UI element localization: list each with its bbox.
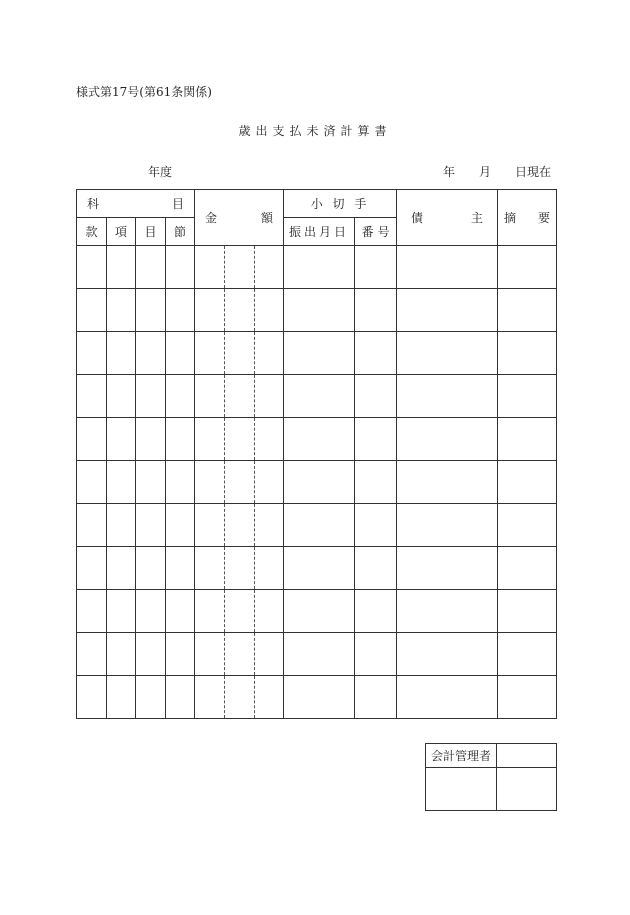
cell-setsu[interactable]: [166, 418, 195, 461]
cell-creditor[interactable]: [397, 375, 498, 418]
cell-amount[interactable]: [195, 461, 284, 504]
cell-setsu[interactable]: [166, 633, 195, 676]
cell-check-number[interactable]: [355, 590, 397, 633]
remarks-header-left: 摘: [504, 210, 517, 225]
cell-check-number[interactable]: [355, 461, 397, 504]
cell-issue-date[interactable]: [284, 418, 355, 461]
cell-check-number[interactable]: [355, 418, 397, 461]
cell-setsu[interactable]: [166, 590, 195, 633]
cell-kou[interactable]: [107, 676, 136, 719]
cell-moku[interactable]: [136, 676, 166, 719]
table-row: [77, 633, 557, 676]
cell-remarks[interactable]: [498, 504, 557, 547]
table-row: [77, 461, 557, 504]
cell-amount[interactable]: [195, 246, 284, 289]
cell-check-number[interactable]: [355, 332, 397, 375]
cell-setsu[interactable]: [166, 289, 195, 332]
amount-header-right: 額: [261, 210, 274, 225]
cell-setsu[interactable]: [166, 332, 195, 375]
cell-kan[interactable]: [77, 504, 107, 547]
creditor-header: [397, 190, 498, 246]
cell-check-number[interactable]: [355, 289, 397, 332]
cell-issue-date[interactable]: [284, 332, 355, 375]
column-kou: 項: [107, 218, 136, 246]
cell-check-number[interactable]: [355, 633, 397, 676]
cell-kou[interactable]: [107, 590, 136, 633]
cell-remarks[interactable]: [498, 633, 557, 676]
cell-kou[interactable]: [107, 547, 136, 590]
month-label: 月: [479, 165, 492, 179]
cell-amount[interactable]: [195, 504, 284, 547]
subject-header-right: 目: [172, 196, 185, 211]
cell-moku[interactable]: [136, 461, 166, 504]
cell-setsu[interactable]: [166, 676, 195, 719]
column-kan: 款: [77, 218, 107, 246]
document-title: 歳出支払未済計算書: [238, 124, 392, 138]
accounting-manager-seal[interactable]: [497, 768, 557, 811]
cell-amount[interactable]: [195, 289, 284, 332]
cell-check-number[interactable]: [355, 547, 397, 590]
cell-remarks[interactable]: [498, 375, 557, 418]
fiscal-year-label: 年度: [148, 165, 173, 179]
cell-kan[interactable]: [77, 246, 107, 289]
form-number: 様式第17号(第61条関係): [76, 85, 212, 99]
cell-creditor[interactable]: [397, 418, 498, 461]
cell-remarks[interactable]: [498, 246, 557, 289]
cell-kou[interactable]: [107, 504, 136, 547]
cell-creditor[interactable]: [397, 590, 498, 633]
cell-moku[interactable]: [136, 633, 166, 676]
cell-amount[interactable]: [195, 590, 284, 633]
cell-moku[interactable]: [136, 375, 166, 418]
cell-kan[interactable]: [77, 676, 107, 719]
remarks-header-right: 要: [538, 210, 551, 225]
cell-creditor[interactable]: [397, 676, 498, 719]
cell-remarks[interactable]: [498, 461, 557, 504]
cell-check-number[interactable]: [355, 375, 397, 418]
accounting-manager-seal-header[interactable]: [497, 744, 557, 768]
column-setsu: 節: [166, 218, 195, 246]
table-row: [77, 289, 557, 332]
cell-remarks[interactable]: [498, 289, 557, 332]
unpaid-expenditure-table: [76, 189, 557, 719]
check-header: 小 切 手: [284, 190, 397, 218]
table-row: [77, 332, 557, 375]
cell-remarks[interactable]: [498, 590, 557, 633]
cell-amount[interactable]: [195, 418, 284, 461]
subject-header: [77, 190, 195, 218]
cell-kan[interactable]: [77, 590, 107, 633]
cell-creditor[interactable]: [397, 547, 498, 590]
cell-kan[interactable]: [77, 418, 107, 461]
cell-creditor[interactable]: [397, 246, 498, 289]
cell-kan[interactable]: [77, 547, 107, 590]
cell-kan[interactable]: [77, 461, 107, 504]
cell-check-number[interactable]: [355, 676, 397, 719]
cell-check-number[interactable]: [355, 246, 397, 289]
year-label: 年: [443, 165, 456, 179]
cell-issue-date[interactable]: [284, 461, 355, 504]
cell-moku[interactable]: [136, 332, 166, 375]
cell-check-number[interactable]: [355, 504, 397, 547]
cell-kou[interactable]: [107, 289, 136, 332]
cell-amount[interactable]: [195, 676, 284, 719]
cell-issue-date[interactable]: [284, 504, 355, 547]
subject-header-left: 科: [87, 196, 100, 211]
amount-header-left: 金: [205, 210, 218, 225]
table-row: [77, 418, 557, 461]
cell-creditor[interactable]: [397, 289, 498, 332]
cell-kan[interactable]: [77, 633, 107, 676]
cell-kan[interactable]: [77, 375, 107, 418]
cell-amount[interactable]: [195, 633, 284, 676]
column-moku: 目: [136, 218, 166, 246]
cell-amount[interactable]: [195, 332, 284, 375]
cell-setsu[interactable]: [166, 375, 195, 418]
table-row: [77, 547, 557, 590]
table-row: [77, 504, 557, 547]
creditor-header-right: 主: [471, 210, 484, 225]
table-row: [77, 590, 557, 633]
cell-setsu[interactable]: [166, 547, 195, 590]
day-as-of-label: 日現在: [515, 165, 552, 179]
cell-setsu[interactable]: [166, 246, 195, 289]
cell-creditor[interactable]: [397, 504, 498, 547]
table-row: [77, 246, 557, 289]
cell-moku[interactable]: [136, 246, 166, 289]
cell-remarks[interactable]: [498, 418, 557, 461]
accounting-manager-label: 会計管理者: [426, 744, 497, 768]
cell-issue-date[interactable]: [284, 375, 355, 418]
cell-issue-date[interactable]: [284, 590, 355, 633]
column-issue-date: 振出月日: [284, 218, 355, 246]
cell-issue-date[interactable]: [284, 547, 355, 590]
cell-creditor[interactable]: [397, 633, 498, 676]
cell-moku[interactable]: [136, 418, 166, 461]
cell-kou[interactable]: [107, 246, 136, 289]
cell-creditor[interactable]: [397, 461, 498, 504]
cell-setsu[interactable]: [166, 504, 195, 547]
cell-amount[interactable]: [195, 547, 284, 590]
cell-remarks[interactable]: [498, 547, 557, 590]
accounting-manager-stamp[interactable]: [426, 768, 497, 811]
column-check-number: 番 号: [355, 218, 397, 246]
cell-kou[interactable]: [107, 461, 136, 504]
creditor-header-left: 債: [411, 210, 424, 225]
cell-moku[interactable]: [136, 504, 166, 547]
amount-header: [195, 190, 284, 246]
cell-kan[interactable]: [77, 289, 107, 332]
approval-box: [425, 743, 557, 811]
cell-creditor[interactable]: [397, 332, 498, 375]
remarks-header: [498, 190, 557, 246]
cell-kou[interactable]: [107, 375, 136, 418]
cell-moku[interactable]: [136, 590, 166, 633]
cell-kou[interactable]: [107, 633, 136, 676]
cell-issue-date[interactable]: [284, 633, 355, 676]
cell-issue-date[interactable]: [284, 246, 355, 289]
cell-kou[interactable]: [107, 332, 136, 375]
cell-issue-date[interactable]: [284, 289, 355, 332]
cell-remarks[interactable]: [498, 332, 557, 375]
table-row: [77, 676, 557, 719]
cell-kou[interactable]: [107, 418, 136, 461]
table-row: [77, 375, 557, 418]
cell-remarks[interactable]: [498, 676, 557, 719]
cell-kan[interactable]: [77, 332, 107, 375]
cell-issue-date[interactable]: [284, 676, 355, 719]
cell-amount[interactable]: [195, 375, 284, 418]
cell-setsu[interactable]: [166, 461, 195, 504]
cell-moku[interactable]: [136, 289, 166, 332]
cell-moku[interactable]: [136, 547, 166, 590]
